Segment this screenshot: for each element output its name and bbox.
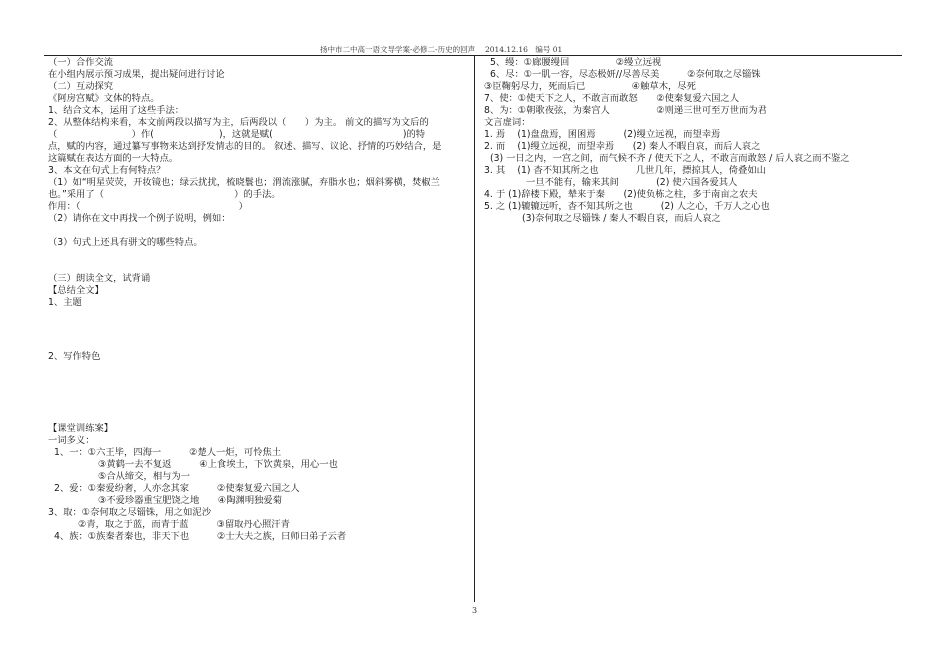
- function-line: 作用：（ ）: [48, 201, 248, 212]
- section-reading: （三）朗读全文，试背诵: [48, 273, 151, 284]
- function-word-er-cont: (3) 一日之内，一宫之间，而气候不齐 / 使天下之人，不敢言而敢怒 / 后人哀之而不鉴之: [490, 153, 850, 164]
- word-qu: 3、取：①奈何取之尽锱铢，用之如泥沙: [48, 507, 211, 518]
- word-ai-cont: ③不爱珍器重宝肥饶之地 ④陶渊明独爱菊: [98, 495, 283, 506]
- text-line: （ ）作( )，这就是赋( )的特: [48, 129, 426, 140]
- page-header: 扬中市二中高一语文导学案-必修二-历史的回声 2014.12.16 编号 01: [320, 45, 563, 54]
- word-yi-cont: ⑤合从缔交，相与为一: [98, 471, 191, 482]
- question-3-3: （3）句式上还具有骈文的哪些特点。: [48, 237, 203, 248]
- text-line: 这篇赋在表达方面的一大特点。: [48, 153, 179, 164]
- summary-features: 2、写作特色: [48, 351, 101, 362]
- word-zu: 4、族：①族秦者秦也，非天下也 ②士大夫之族，曰师曰弟子云者: [54, 531, 347, 542]
- right-column: [484, 57, 904, 225]
- word-jin-cont: ③臣鞠躬尽力，死而后已 ④触草木，尽死: [484, 81, 696, 92]
- section-inquiry: （二）互动探究: [48, 81, 114, 92]
- function-word-zhi-cont: (3)奈何取之尽锱铢 / 秦人不暇自哀，而后人哀之: [522, 213, 721, 224]
- word-yi-cont: ③黄鹤一去不复返 ④上食埃土，下饮黄泉，用心一也: [98, 459, 338, 470]
- section-cooperation: （一）合作交流: [48, 57, 114, 68]
- function-word-er: 2. 而 (1)缦立远视，而望幸焉 (2) 秦人不暇自哀，而后人哀之: [484, 141, 761, 152]
- word-jin: 6、尽：①一肌一容，尽态极妍//尽善尽美 ②奈何取之尽锱铢: [490, 69, 761, 80]
- classroom-heading: 【课堂训练案】: [48, 423, 114, 434]
- word-ai: 2、爱：①秦爱纷奢，人亦念其家 ②使秦复爱六国之人: [54, 483, 300, 494]
- text-line: 点，赋的内容，通过纂写事物来达到抒发情志的目的。 叙述、描写、议论、抒情的巧妙结合，是: [48, 141, 442, 152]
- question-3-1: （1）如“明星荧荧，开妆镜也；绿云扰扰，梳晓鬟也；渭流涨腻，弃脂水也；烟斜雾横，焚椒兰: [48, 177, 440, 188]
- function-word-qi-cont: 一旦不能有，输来其间 (2) 使六国各爱其人: [526, 177, 738, 188]
- question-1: 1、结合文本，运用了这些手法：: [48, 105, 185, 116]
- text-line: 《阿房宫赋》文体的特点。: [48, 93, 160, 104]
- question-3-2: （2）请你在文中再找一个例子说明，例如：: [48, 213, 231, 224]
- question-2: 2、从整体结构来看，本文前两段以描写为主，后两段以（ ）为主。 前文的描写为文后的: [48, 117, 429, 128]
- header-rule: [44, 55, 902, 56]
- polysemy-heading: 一词多义：: [48, 435, 95, 446]
- summary-theme: 1、主题: [48, 297, 82, 308]
- page-number: 3: [472, 606, 478, 615]
- question-3: 3、本文在句式上有何特点？: [48, 165, 166, 176]
- word-wei: 8、为：①朝歌夜弦，为秦宫人 ②则递三世可至万世而为君: [484, 105, 767, 116]
- word-yi: 1、一：①六王毕，四海一 ②楚人一炬，可怜焦土: [54, 447, 282, 458]
- word-qu-cont: ②青，取之于蓝，而青于蓝 ③留取丹心照汗青: [78, 519, 290, 530]
- word-shi: 7、使：①使天下之人，不敢言而敢怒 ②使秦复爱六国之人: [484, 93, 740, 104]
- summary-heading: 【总结全文】: [48, 285, 104, 296]
- column-divider: [474, 56, 475, 602]
- question-3-1-cont: 也。”采用了（ ）的手法。: [48, 189, 281, 200]
- function-word-yan: 1. 焉 (1)盘盘焉，囷囷焉 (2)缦立远视，而望幸焉: [484, 129, 721, 140]
- function-words-heading: 文言虚词：: [484, 117, 531, 128]
- left-column: [48, 57, 468, 543]
- text-line: 在小组内展示预习成果，提出疑问进行讨论: [48, 69, 225, 80]
- function-word-zhi: 5. 之 (1)辘辘远听，杳不知其所之也 (2) 人之心，千万人之心也: [484, 201, 770, 212]
- function-word-qi: 3. 其 (1) 杳不知其所之也 几世几年，摽掠其人，倚叠如山: [484, 165, 766, 176]
- word-man: 5、缦：①廊腰缦回 ②缦立远视: [490, 57, 662, 68]
- function-word-yu: 4. 于 (1)辞楼下殿，辇来于秦 (2)使负栋之柱，多于南亩之农夫: [484, 189, 758, 200]
